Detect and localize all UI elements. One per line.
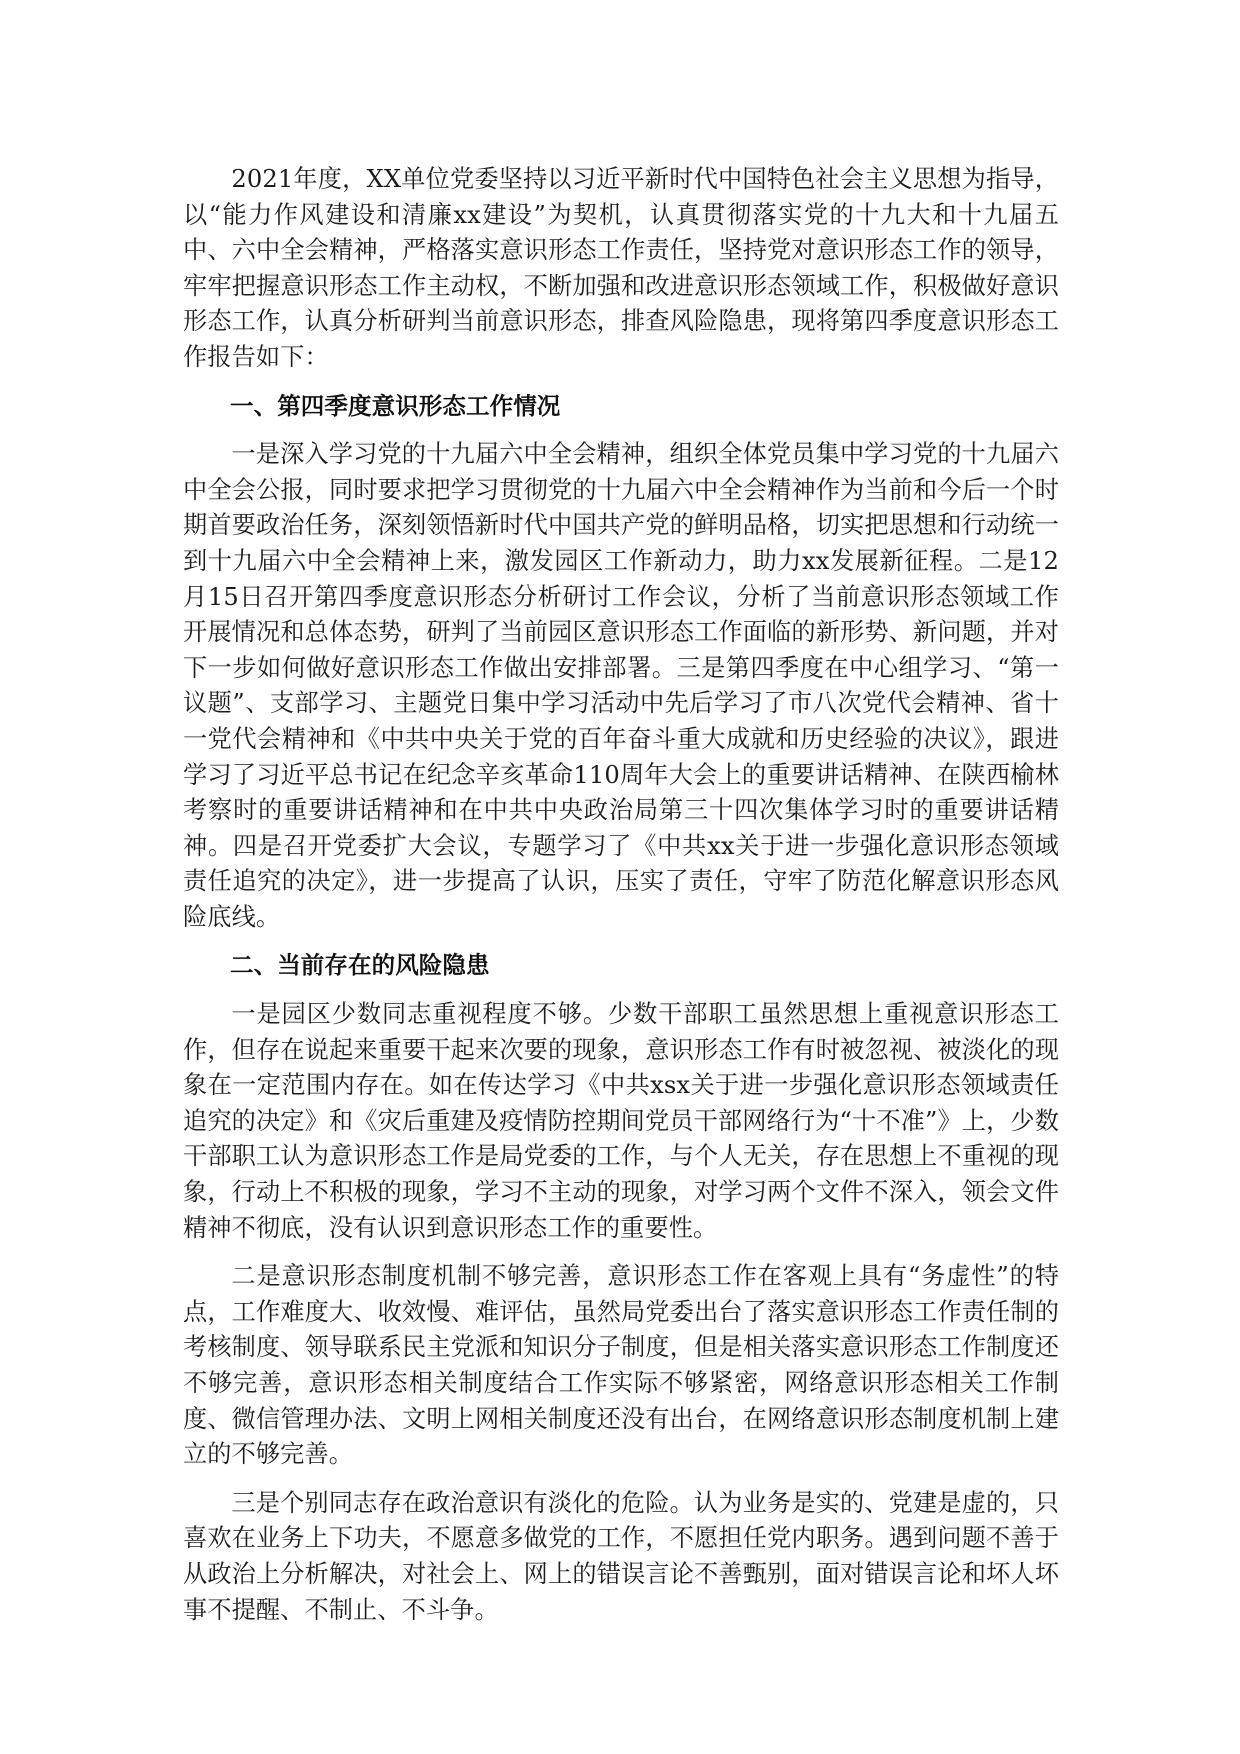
risk-paragraph-3: 三是个别同志存在政治意识有淡化的危险。认为业务是实的、党建是虚的，只喜欢在业务上下功夫，不愿意多做党的工作，不愿担任党内职务。遇到问题不善于从政治上分析解决，对社会上、网上的错误言论不善甄别，面对错误言论和坏人坏事不提醒、不制止、不斗争。 — [183, 1488, 1059, 1624]
section-heading-work-status: 一、第四季度意识形态工作情况 — [230, 391, 561, 420]
risk-paragraph-1: 一是园区少数同志重视程度不够。少数干部职工虽然思想上重视意识形态工作，但存在说起来重要干起来次要的现象，意识形态工作有时被忽视、被淡化的现象在一定范围内存在。如在传达学习《中共xsx关于进一步强化意识形态领域责任追究的决定》和《灾后重建及疫情防控期间党员干部网络行为“十不准”》上，少数干部职工认为意识形态工作是局党委的工作，与个人无关，存在思想上不重视的现象，行动上不积极的现象，学习不主动的现象，对学习两个文件不深入，领会文件精神不彻底，没有认识到意识形态工作的重要性。 — [183, 1000, 1059, 1242]
risk-paragraph-2: 二是意识形态制度机制不够完善，意识形态工作在客观上具有“务虚性”的特点，工作难度大、收效慢、难评估，虽然局党委出台了落实意识形态工作责任制的考核制度、领导联系民主党派和知识分子制度，但是相关落实意识形态工作制度还不够完善，意识形态相关制度结合工作实际不够紧密，网络意识形态相关工作制度、微信管理办法、文明上网相关制度还没有出台，在网络意识形态制度机制上建立的不够完善。 — [183, 1262, 1059, 1469]
section-heading-risks: 二、当前存在的风险隐患 — [230, 951, 490, 980]
document-body — [183, 162, 1059, 1641]
intro-paragraph: 2021年度，XX单位党委坚持以习近平新时代中国特色社会主义思想为指导，以“能力作风建设和清廉xx建设”为契机，认真贯彻落实党的十九大和十九届五中、六中全会精神，严格落实意识形态工作责任，坚持党对意识形态工作的领导，牢牢把握意识形态工作主动权，不断加强和改进意识形态领域工作，积极做好意识形态工作，认真分析研判当前意识形态，排查风险隐患，现将第四季度意识形态工作报告如下： — [183, 165, 1059, 371]
work-status-paragraph: 一是深入学习党的十九届六中全会精神，组织全体党员集中学习党的十九届六中全会公报，同时要求把学习贯彻党的十九届六中全会精神作为当前和今后一个时期首要政治任务，深刻领悟新时代中国共产党的鲜明品格，切实把思想和行动统一到十九届六中全会精神上来，激发园区工作新动力，助力xx发展新征程。二是12月15日召开第四季度意识形态分析研讨工作会议，分析了当前意识形态领域工作开展情况和总体态势，研判了当前园区意识形态工作面临的新形势、新问题，并对下一步如何做好意识形态工作做出安排部署。三是第四季度在中心组学习、“第一议题”、支部学习、主题党日集中学习活动中先后学习了市八次党代会精神、省十一党代会精神和《中共中央关于党的百年奋斗重大成就和历史经验的决议》，跟进学习了习近平总书记在纪念辛亥革命110周年大会上的重要讲话精神、在陕西榆林考察时的重要讲话精神和在中共中央政治局第三十四次集体学习时的重要讲话精神。四是召开党委扩大会议，专题学习了《中共xx关于进一步强化意识形态领域责任追究的决定》，进一步提高了认识，压实了责任，守牢了防范化解意识形态风险底线。 — [183, 440, 1059, 931]
